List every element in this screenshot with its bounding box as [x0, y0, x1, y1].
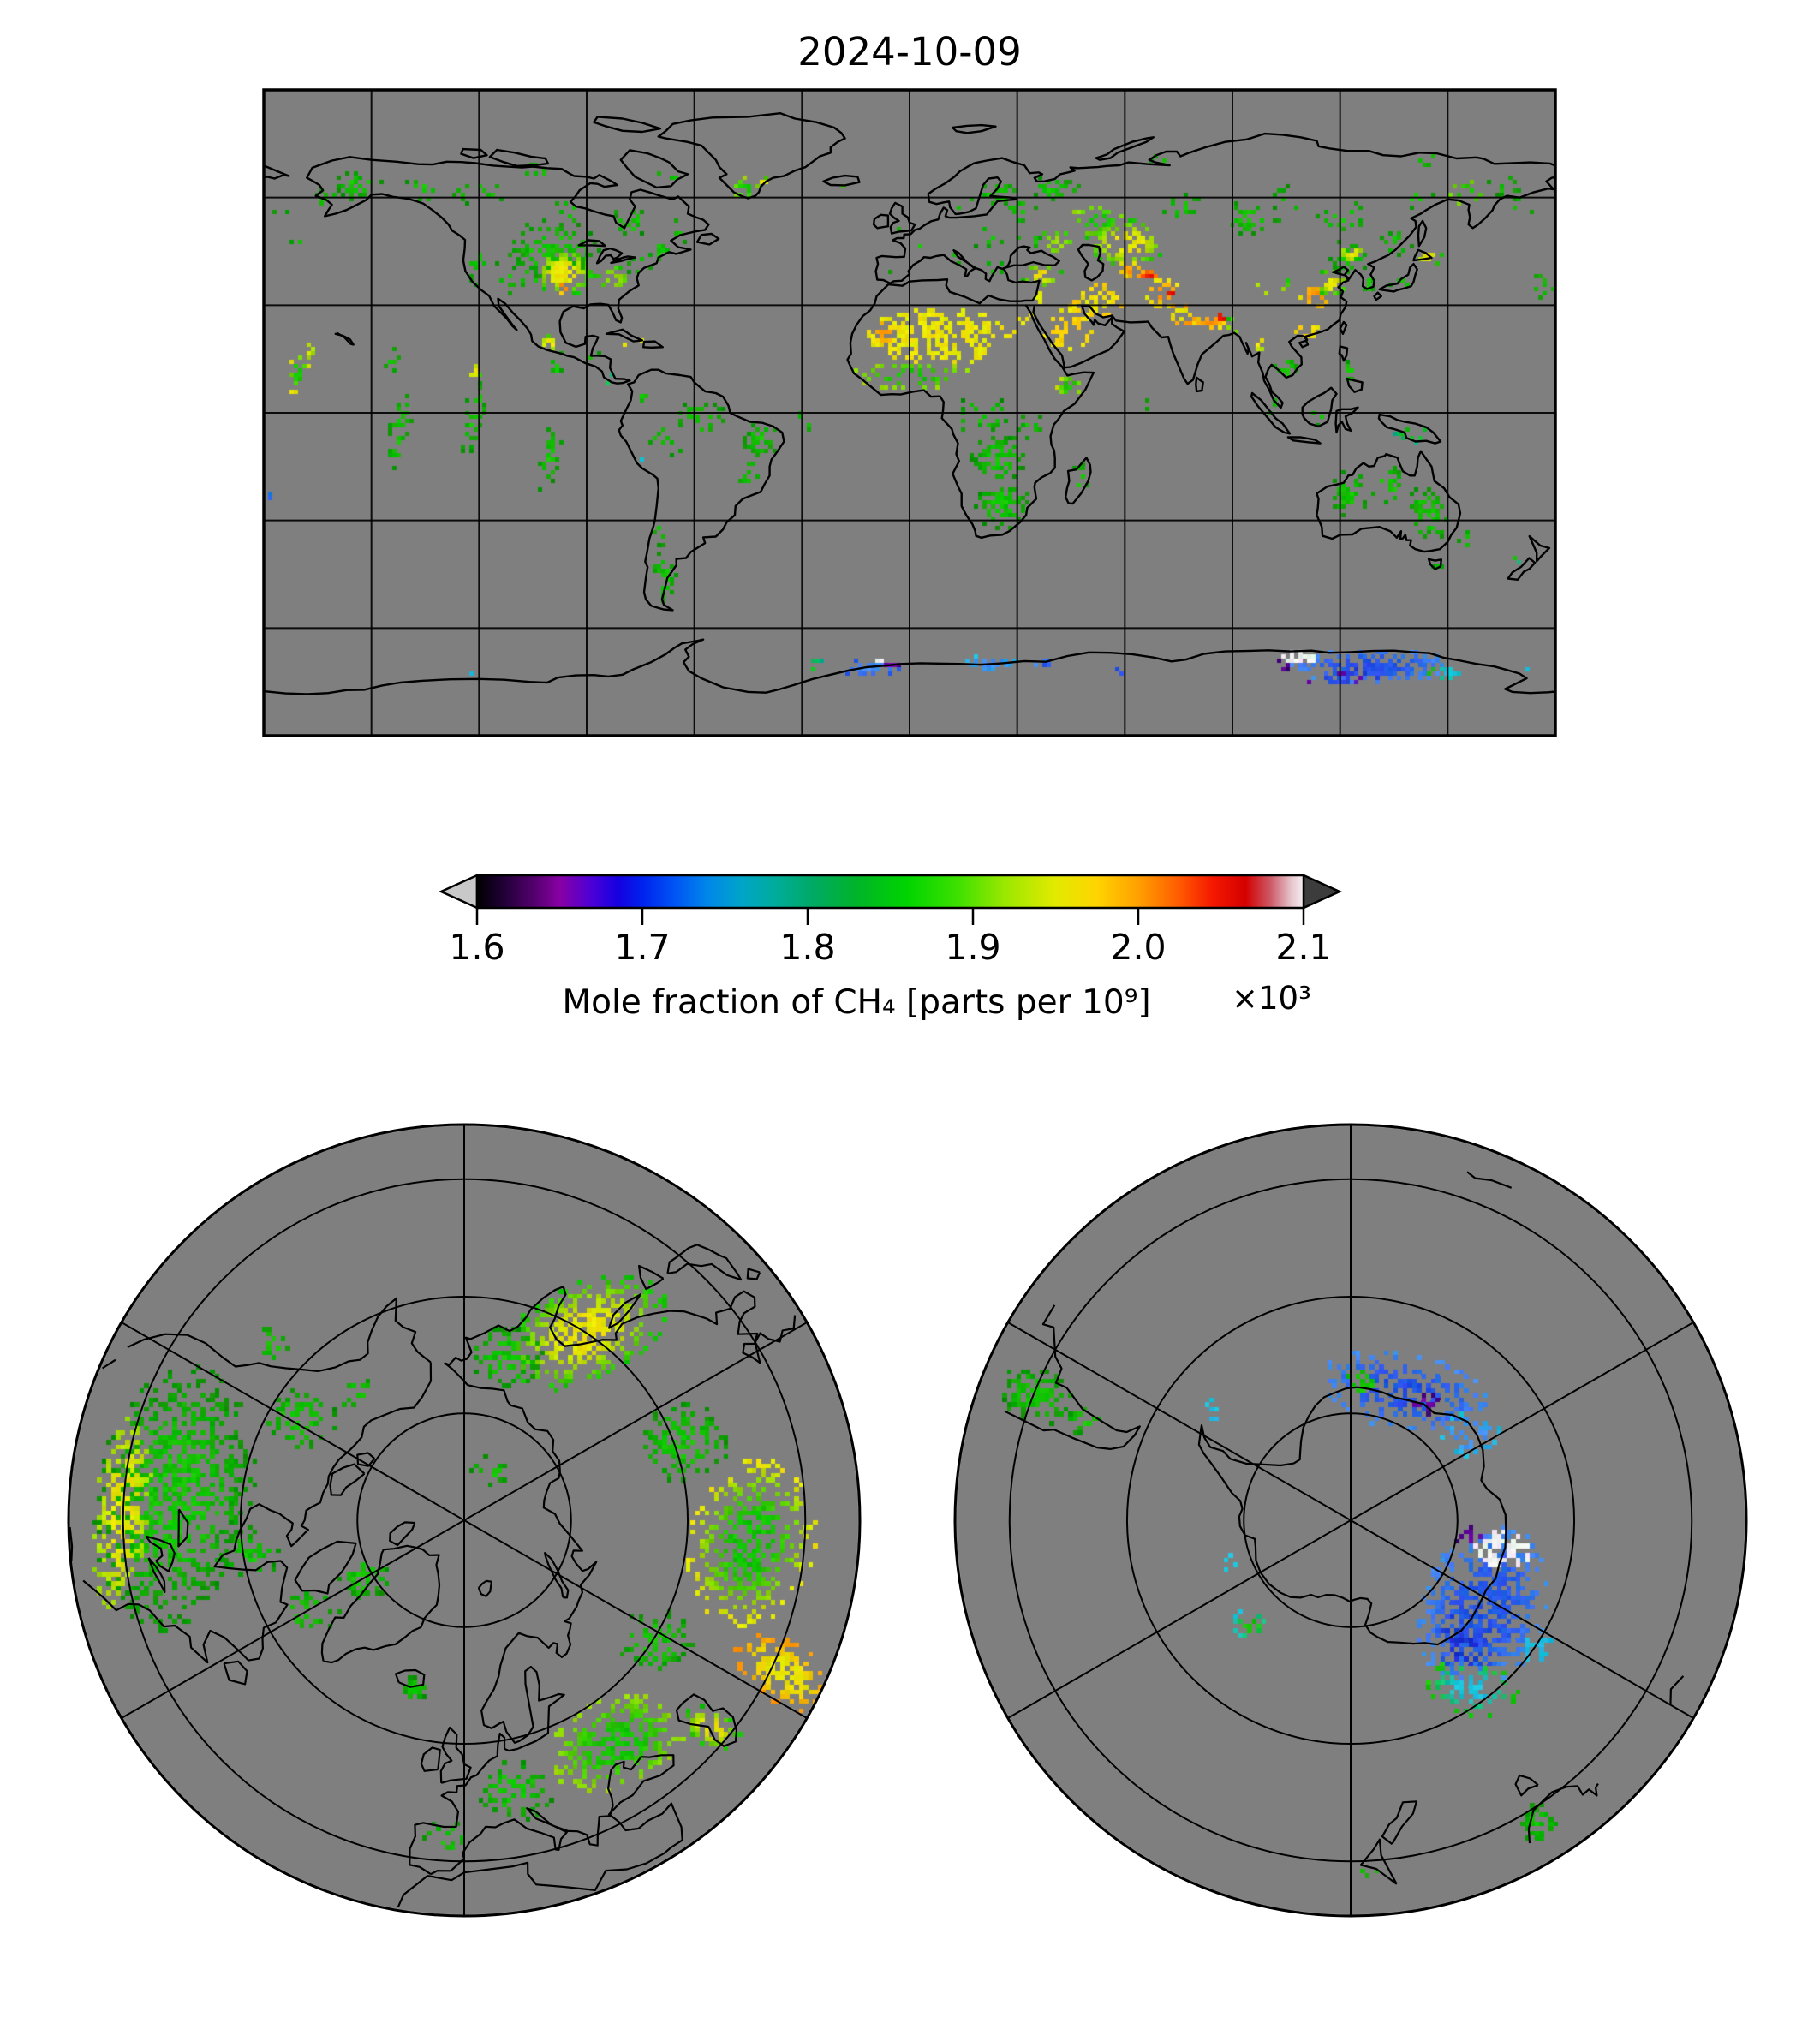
colorbar-under-arrow — [441, 875, 477, 908]
colorbar-tick-label-1.8: 1.8 — [779, 927, 836, 968]
figure-title: 2024-10-09 — [797, 29, 1022, 75]
colorbar-tick-label-1.9: 1.9 — [945, 927, 1001, 968]
colorbar-offset-label: ×10³ — [1232, 980, 1311, 1017]
colorbar — [441, 875, 1340, 925]
north-polar-map — [69, 1125, 860, 1916]
world-map — [0, 90, 1580, 736]
colorbar-gradient-bar — [477, 875, 1304, 908]
colorbar-label: Mole fraction of CH₄ [parts per 10⁹] — [562, 983, 1151, 1022]
colorbar-tick-label-1.6: 1.6 — [449, 927, 505, 968]
colorbar-tick-label-2.0: 2.0 — [1110, 927, 1167, 968]
colorbar-tick-label-1.7: 1.7 — [614, 927, 671, 968]
south-polar-map — [955, 1125, 1746, 1916]
world-coastlines — [0, 113, 1580, 694]
world-graticule — [264, 90, 1555, 736]
colorbar-tick-label-2.1: 2.1 — [1275, 927, 1332, 968]
colorbar-over-arrow — [1304, 875, 1340, 908]
